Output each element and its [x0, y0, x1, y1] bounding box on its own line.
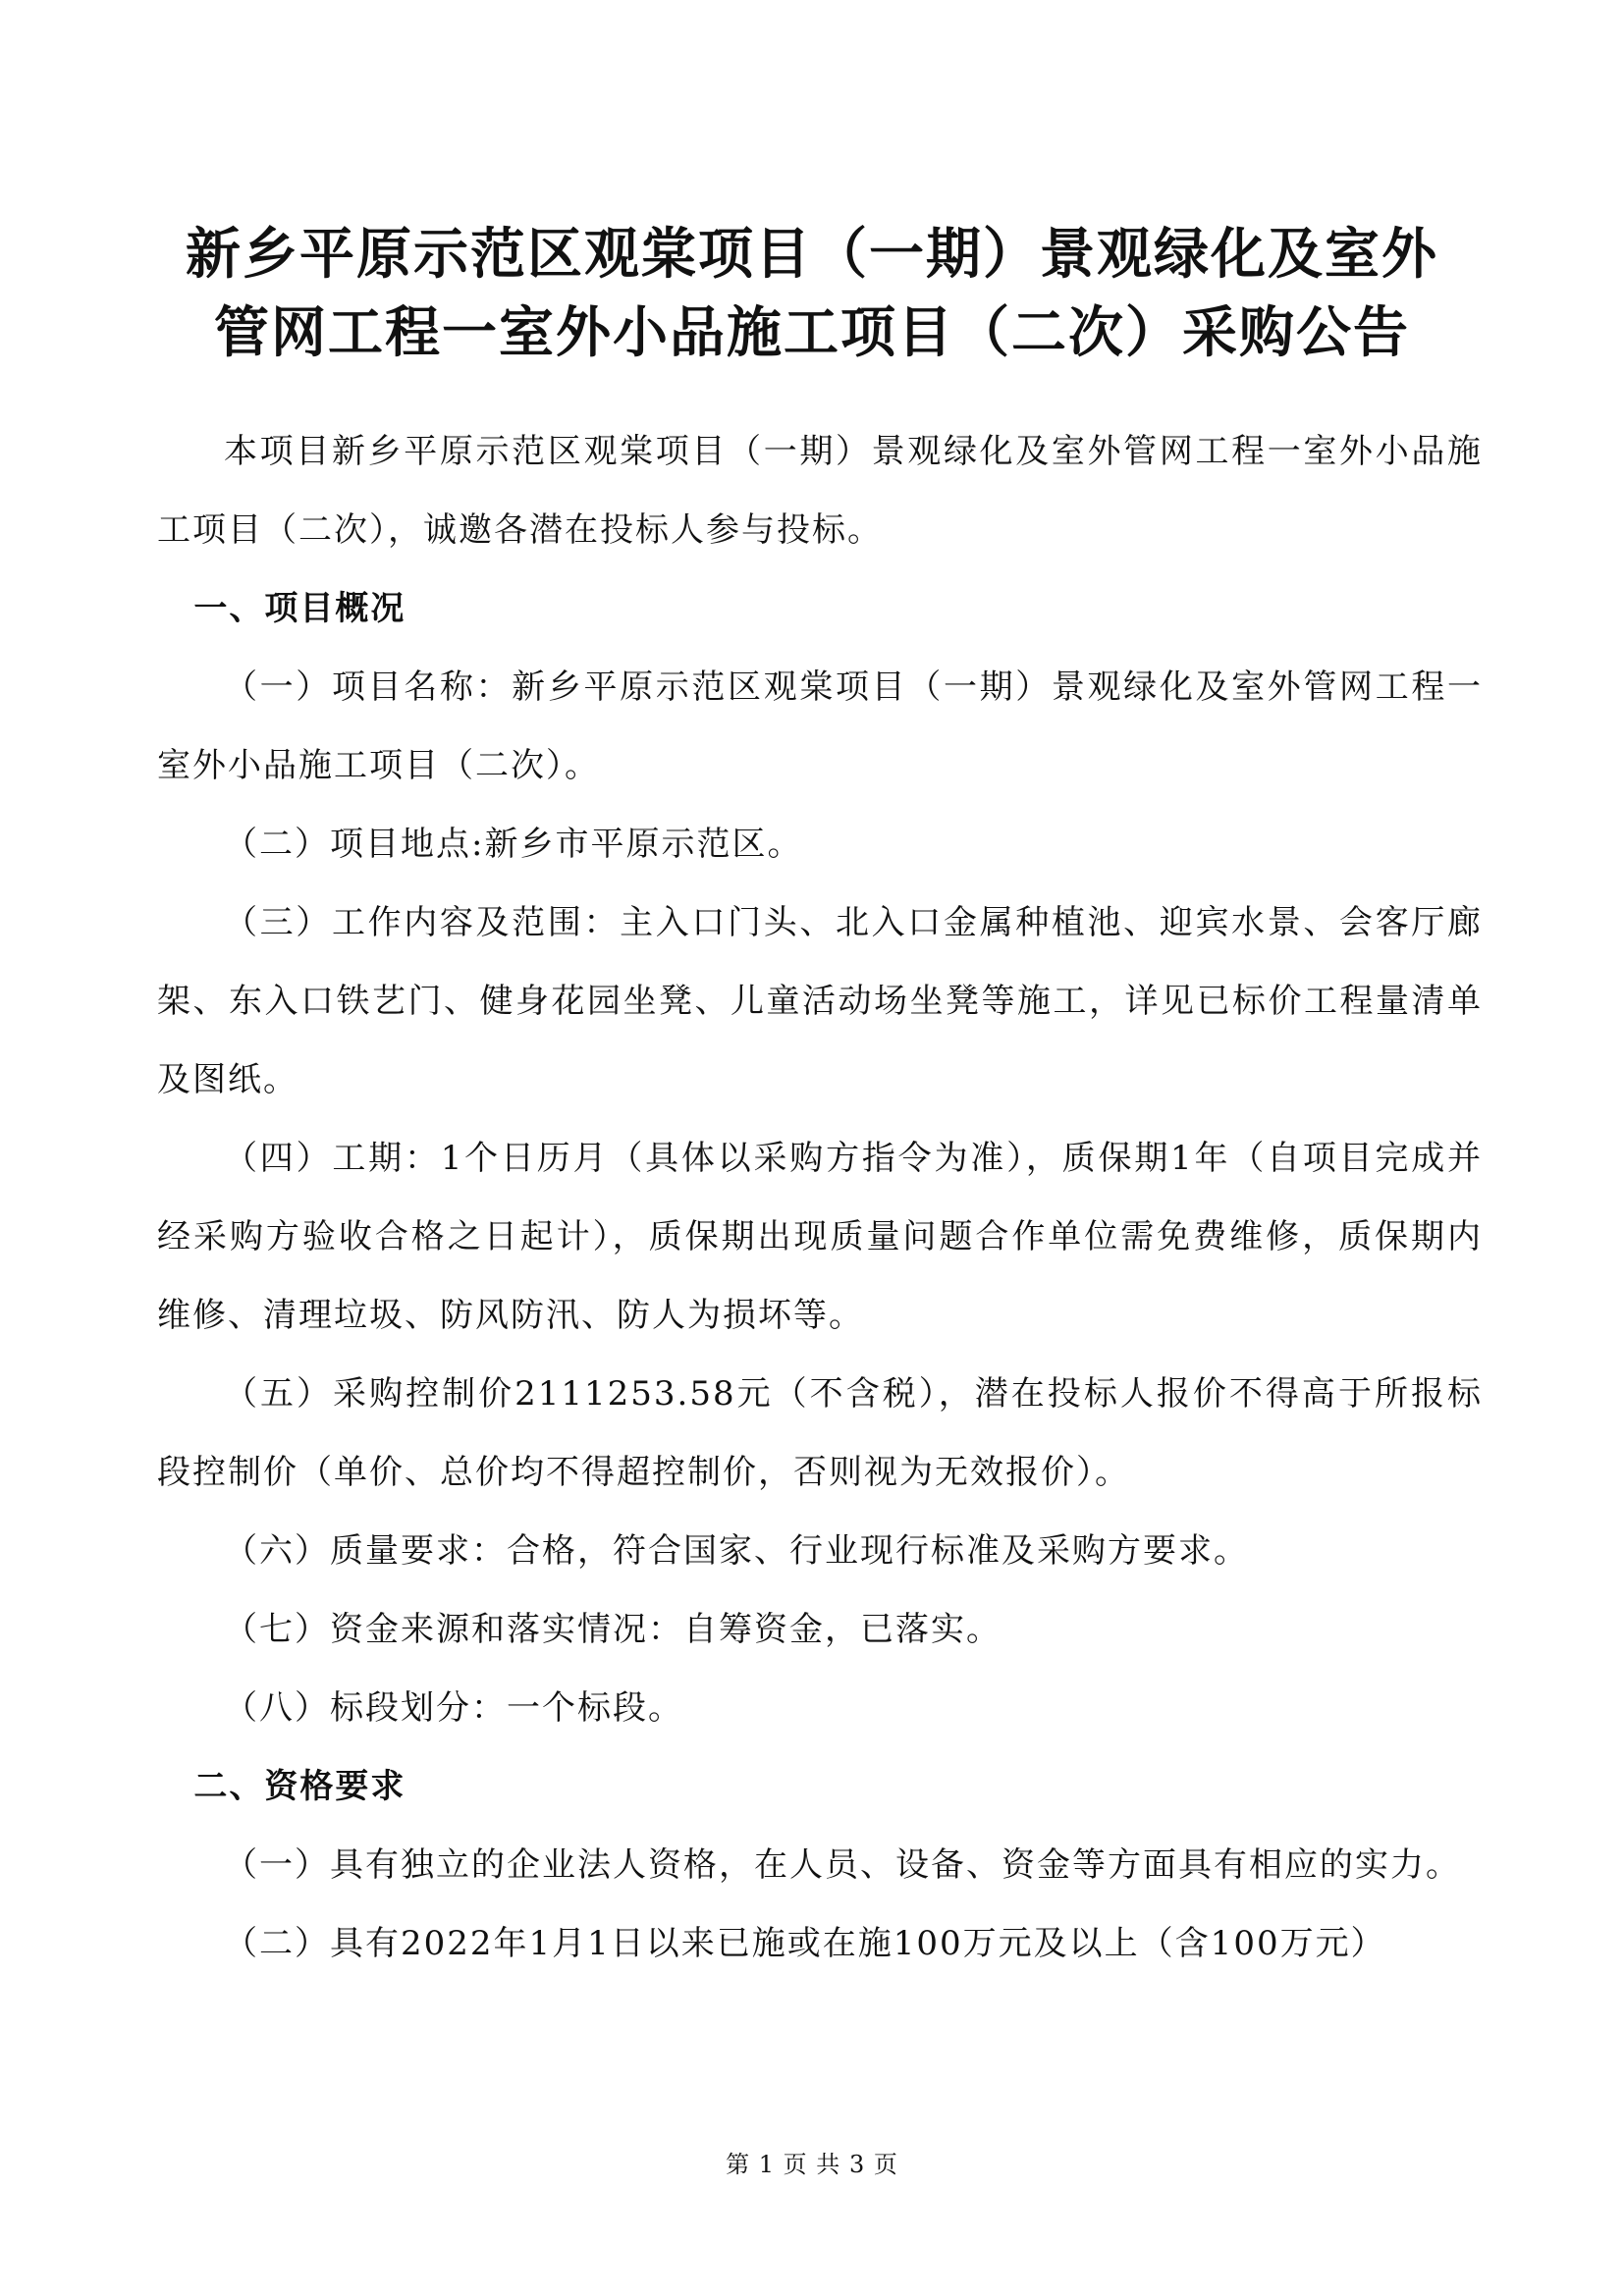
overview-item-lots: （八）标段划分：一个标段。: [224, 1688, 683, 1728]
title-line-2: 管网工程一室外小品施工项目（二次）采购公告: [214, 301, 1410, 365]
page-number-footer: 第 1 页 共 3 页: [726, 2151, 898, 2178]
title-line-1: 新乡平原示范区观棠项目（一期）景观绿化及室外: [186, 223, 1438, 287]
overview-item-quality: （六）质量要求：合格，符合国家、行业现行标准及采购方要求。: [224, 1531, 1249, 1571]
overview-item-duration: （四）工期：1个日历月（具体以采购方指令为准），质保期1年（自项目完成并经采购方验收合格之日起计），质保期出现质量问题合作单位需免费维修，质保期内维修、清理垃圾、防风防汛、防人为损坏等。: [157, 1139, 1483, 1335]
section-heading-overview: 一、项目概况: [193, 589, 406, 628]
document-title: [147, 216, 1477, 373]
qualification-item-legal-entity: （一）具有独立的企业法人资格，在人员、设备、资金等方面具有相应的实力。: [224, 1845, 1461, 1885]
overview-item-price-cap: （五）采购控制价2111253.58元（不含税），潜在投标人报价不得高于所报标段控制价（单价、总价均不得超控制价，否则视为无效报价）。: [157, 1374, 1483, 1492]
overview-item-funding: （七）资金来源和落实情况：自筹资金，已落实。: [224, 1610, 1001, 1649]
document-body: [157, 412, 1483, 1983]
section-heading-qualifications: 二、资格要求: [193, 1767, 406, 1806]
intro-paragraph: 本项目新乡平原示范区观棠项目（一期）景观绿化及室外管网工程一室外小品施工项目（二次），诚邀各潜在投标人参与投标。: [157, 432, 1483, 550]
overview-item-location: （二）项目地点:新乡市平原示范区。: [224, 825, 803, 864]
overview-item-scope: （三）工作内容及范围：主入口门头、北入口金属种植池、迎宾水景、会客厅廊架、东入口铁艺门、健身花园坐凳、儿童活动场坐凳等施工，详见已标价工程量清单及图纸。: [157, 903, 1483, 1099]
qualification-item-experience: （二）具有2022年1月1日以来已施或在施100万元及以上（含100万元）: [224, 1924, 1386, 1963]
overview-item-name: （一）项目名称：新乡平原示范区观棠项目（一期）景观绿化及室外管网工程一室外小品施工项目（二次）。: [157, 667, 1483, 785]
